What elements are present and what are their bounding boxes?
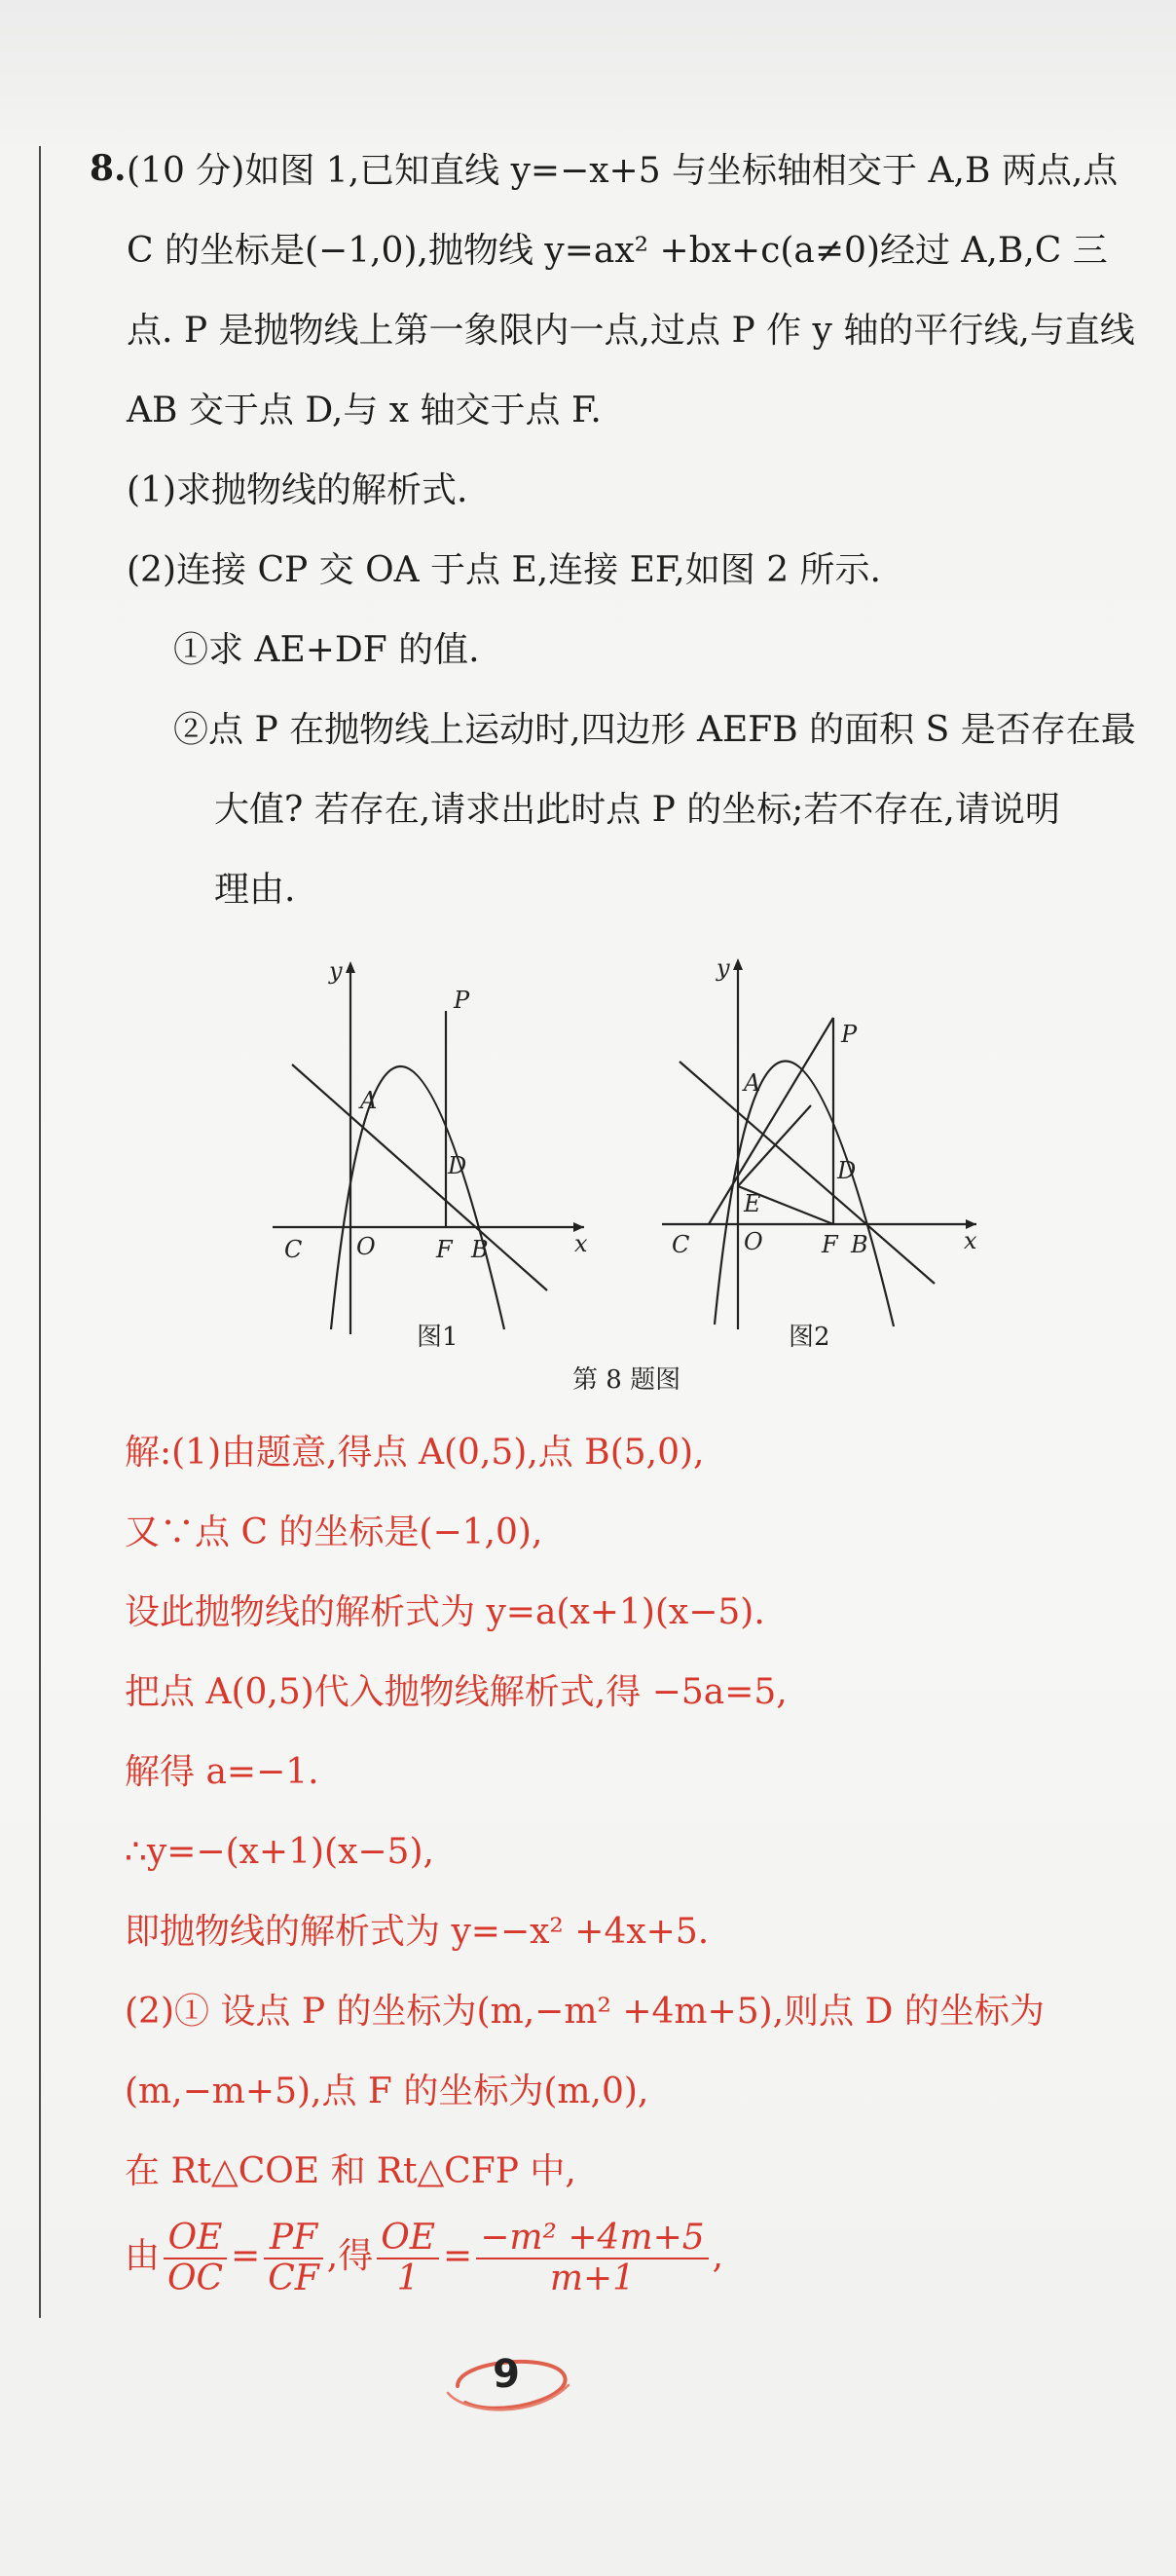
mid-text: ,得 [326,2236,374,2276]
solution-line-4: 把点 A(0,5)代入抛物线解析式,得 −5a=5, [125,1672,788,1712]
fraction-pf-cf [264,2219,323,2298]
sub-question-1: (1)求抛物线的解析式. [127,470,468,510]
label-p: P [454,987,470,1014]
parabola [715,1061,894,1326]
page-number-badge [438,2342,574,2420]
fraction-oe-oc [164,2219,227,2298]
figure-1-caption: 图1 [417,1323,459,1352]
fraction-expression [476,2219,708,2298]
solution-fraction-line [125,2219,723,2298]
parabola [331,1066,504,1329]
figure-1 [263,950,594,1339]
segment-cp [709,1018,833,1224]
label-x: x [964,1227,977,1254]
tail: , [712,2236,724,2276]
frac4-num: −m² +4m+5 [476,2219,708,2259]
frac3-den: 1 [396,2259,420,2298]
solution-line-10: 在 Rt△COE 和 Rt△CFP 中, [125,2151,576,2191]
label-o: O [744,1228,763,1255]
frac1-num: OE [164,2219,227,2259]
sub-question-2-2-line-2: 大值? 若存在,请求出此时点 P 的坐标;若不存在,请说明 [214,790,1060,830]
solution-line-3: 设此抛物线的解析式为 y=a(x+1)(x−5). [125,1592,765,1632]
problem-line-3: 点. P 是抛物线上第一象限内一点,过点 P 作 y 轴的平行线,与直线 [127,311,1135,351]
solution-line-7: 即抛物线的解析式为 y=−x² +4x+5. [125,1912,710,1952]
figure-group-caption: 第 8 题图 [572,1365,681,1395]
y-axis-arrow [346,961,355,973]
question-number: 8. [90,148,127,189]
solution-line-8: (2)① 设点 P 的坐标为(m,−m² +4m+5),则点 D 的坐标为 [125,1992,1045,2032]
sub-question-2-2-line-1: ②点 P 在抛物线上运动时,四边形 AEFB 的面积 S 是否存在最 [173,710,1136,750]
page-number: 9 [493,2352,520,2397]
label-y: y [329,957,343,985]
frac2-den: CF [268,2259,319,2298]
y-axis-arrow [733,958,743,970]
line-ab [292,1064,547,1290]
figure-2 [650,945,991,1334]
frac1-den: OC [167,2259,224,2298]
frac-prefix: 由 [125,2236,161,2276]
solution-line-6: ∴y=−(x+1)(x−5), [125,1832,434,1872]
label-f: F [822,1231,838,1258]
frac3-num: OE [377,2219,439,2259]
label-e: E [744,1190,761,1217]
solution-line-9: (m,−m+5),点 F 的坐标为(m,0), [125,2072,649,2111]
eq2: = [443,2236,473,2276]
label-b: B [471,1236,489,1263]
label-f: F [436,1236,453,1263]
label-p: P [841,1021,858,1048]
label-d: D [837,1157,857,1184]
sub-question-2-1: ①求 AE+DF 的值. [173,630,480,670]
figure-2-caption: 图2 [789,1323,830,1352]
sub-question-2: (2)连接 CP 交 OA 于点 E,连接 EF,如图 2 所示. [127,550,881,590]
label-c: C [672,1231,690,1258]
problem-line-4: AB 交于点 D,与 x 轴交于点 F. [127,391,602,430]
line-ab [680,1062,935,1284]
solution-line-5: 解得 a=−1. [125,1752,319,1792]
frac2-num: PF [264,2219,323,2259]
sub-question-2-2-line-3: 理由. [214,870,296,910]
problem-line-2: C 的坐标是(−1,0),抛物线 y=ax² +bx+c(a≠0)经过 A,B,C 三 [127,231,1108,271]
label-d: D [448,1152,467,1179]
label-b: B [851,1231,868,1258]
problem-line-1: (10 分)如图 1,已知直线 y=−x+5 与坐标轴相交于 A,B 两点,点 [127,151,1119,191]
solution-line-2: 又∵点 C 的坐标是(−1,0), [125,1512,543,1552]
label-x: x [574,1230,588,1257]
solution-line-1: 解:(1)由题意,得点 A(0,5),点 B(5,0), [125,1433,705,1473]
fraction-oe-1 [377,2219,439,2298]
label-a: A [360,1087,378,1114]
label-c: C [284,1236,303,1263]
label-o: O [356,1233,376,1260]
eq1: = [231,2236,261,2276]
frac4-den: m+1 [549,2259,636,2298]
label-a: A [744,1069,761,1097]
label-y: y [717,954,730,982]
margin-rule [39,146,41,2318]
